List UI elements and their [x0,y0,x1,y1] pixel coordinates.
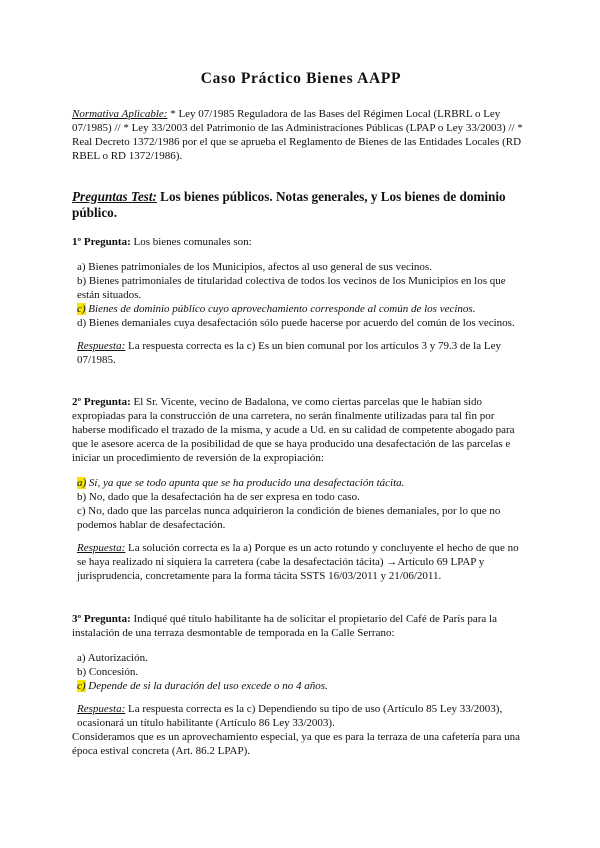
q3-option-c-text: Depende de si la duración del uso excede o no 4 años. [85,680,328,692]
question-3-prompt: Indiqué qué título habilitante ha de solicitar el propietario del Café de París para la instalación de una terraza desmontable de temporada en la Calle Serrano: [72,613,497,639]
q1-answer [72,339,530,367]
normativa-paragraph [72,107,530,163]
q3-option-a-letter: a) [77,652,86,664]
q3-answer-extra: Consideramos que es un aprovechamiento especial, ya que es para la terraza de una cafetería para una época estival concreta (Art. 86.2 LPAP). [72,731,521,757]
q2-option-a-text: Sí, ya que se todo apunta que se ha producido una desafectación tácita. [86,477,405,489]
question-1-text [72,235,530,249]
q2-option-b [77,490,530,504]
q3-option-b-letter: b) [77,666,87,678]
q2-answer-text: La solución correcta es la a) Porque es un acto rotundo y concluyente el hecho de que no se haya realizado ni siquiera la carretera (cabe la desafectación tácita) →Artículo 69 LPAP y jurisprudencia, concretamente para la forma tácita SSTS 16/03/2011 y 21/06/2011. [77,542,519,582]
question-1-label: 1º Pregunta: [72,236,131,248]
q1-option-b [77,274,530,302]
q2-option-c-letter: c) [77,505,86,517]
q1-option-a [77,260,530,274]
q2-option-c-text: No, dado que las parcelas nunca adquirieron la condición de bienes demaniales, por lo que no podemos hablar de desafectación. [77,505,501,531]
q1-option-b-letter: b) [77,275,87,287]
question-2-label: 2º Pregunta: [72,396,131,408]
question-1 [72,235,530,367]
q3-option-c-letter: c) [77,680,86,692]
q3-answer [72,702,530,730]
q3-option-a [77,651,530,665]
q3-answer-label: Respuesta: [77,703,126,715]
question-2-text [72,395,530,465]
q1-option-c-text: Bienes de dominio público cuyo aprovechamiento corresponde al común de los vecinos. [85,303,476,315]
q1-answer-text: La respuesta correcta es la c) Es un bien comunal por los artículos 3 y 79.3 de la Ley 07/1985. [77,340,501,366]
q1-option-d-text: Bienes demaniales cuya desafectación sólo puede hacerse por acuerdo del común de los vecinos. [86,317,515,329]
document-page [72,70,530,758]
question-2-options [72,476,530,532]
question-1-prompt: Los bienes comunales son: [130,236,252,248]
question-3-label: 3º Pregunta: [72,613,131,625]
q1-answer-label: Respuesta: [77,340,126,352]
question-3 [72,612,530,758]
page-title: Caso Práctico Bienes AAPP [200,70,402,87]
q1-option-a-text: Bienes patrimoniales de los Municipios, afectos al uso general de sus vecinos. [85,261,432,273]
q1-option-c-correct [77,302,530,316]
normativa-text: * Ley 07/1985 Reguladora de las Bases del Régimen Local (LRBRL o Ley 07/1985) // * Ley 33/2003 del Patrimonio de las Administraciones Públicas (LPAP o Ley 33/2003) // * Real Decreto 1372/1986 por el que se aprueba el Reglamento de Bienes de las Entidades Locales (RD RBEL o RD 1372/1986). [72,108,523,162]
q3-option-b-text: Concesión. [86,666,139,678]
q3-option-a-text: Autorización. [85,652,148,664]
question-2-prompt: El Sr. Vicente, vecino de Badalona, ve como ciertas parcelas que le habían sido expropiadas para la construcción de una carretera, no serán finalmente utilizadas para tal fin por haberse modificado el trazado de la misma, y acude a Ud. en su calidad de competente abogado para que le asesore acerca de la posibilidad de que se haya producido una desafectación de las parcelas e iniciar un procedimiento de reversión de la expropiación: [72,396,515,464]
q1-option-d-letter: d) [77,317,87,329]
question-3-text [72,612,530,640]
q3-option-b [77,665,530,679]
section-heading [72,189,530,221]
q3-option-c-correct [77,679,530,693]
section-label: Preguntas Test: [72,189,157,204]
question-3-options [72,651,530,693]
q2-answer [72,541,530,583]
q2-option-b-text: No, dado que la desafectación ha de ser expresa en todo caso. [86,491,360,503]
normativa-label: Normativa Aplicable: [72,108,168,120]
q1-option-d [77,316,530,330]
q1-option-a-letter: a) [77,261,86,273]
q1-option-c-letter: c) [77,303,86,315]
q3-answer-text: La respuesta correcta es la c) Dependiendo su tipo de uso (Artículo 85 Ley 33/2003), ocasionará un título habilitante (Artículo 86 Ley 33/2003). [77,703,503,729]
q2-option-a-letter: a) [77,477,87,489]
q2-answer-label: Respuesta: [77,542,126,554]
section-text: Los bienes públicos. Notas generales, y Los bienes de dominio público. [72,189,506,220]
question-2 [72,395,530,583]
q2-option-a-correct [77,476,530,490]
q1-option-b-text: Bienes patrimoniales de titularidad colectiva de todos los vecinos de los Municipios en los que están situados. [77,275,506,301]
q2-option-b-letter: b) [77,491,87,503]
q2-option-c [77,504,530,532]
question-1-options [72,260,530,330]
